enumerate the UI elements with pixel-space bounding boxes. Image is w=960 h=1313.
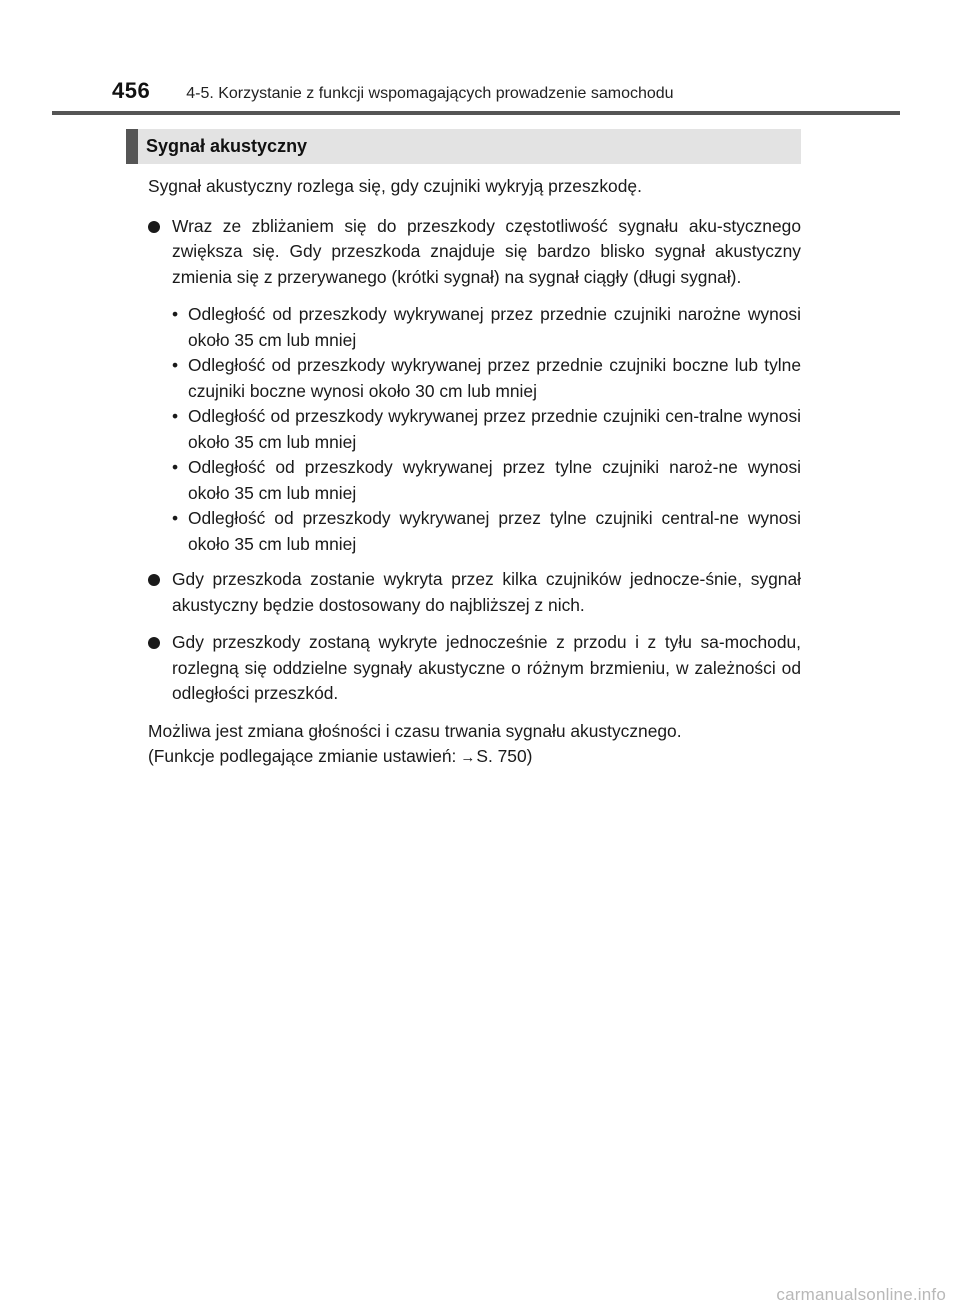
bullet-mark: • (172, 355, 179, 375)
bullet-item (148, 214, 801, 291)
closing-note (148, 719, 801, 771)
list-item-text: Odległość od przeszkody wykrywanej przez przednie czujniki cen-tralne wynosi około 35 cm lub mniej (188, 406, 801, 452)
list-item (172, 353, 801, 404)
closing-reference-prefix: (Funkcje podlegające zmianie ustawień: (148, 746, 457, 766)
distance-list (172, 302, 801, 557)
bullet-mark: • (172, 508, 179, 528)
bullet-item (148, 630, 801, 707)
list-item (172, 455, 801, 506)
chapter-title: 4-5. Korzystanie z funkcji wspomagających prowadzenie samochodu (186, 85, 674, 102)
page-number: 456 (112, 78, 151, 103)
bullet-dot-icon (148, 221, 160, 233)
bullet-mark: • (172, 406, 179, 426)
list-item-text: Odległość od przeszkody wykrywanej przez przednie czujniki narożne wynosi około 35 cm lub mniej (188, 304, 801, 350)
bullet-text: Gdy przeszkody zostaną wykryte jednocześnie z przodu i z tyłu sa-mochodu, rozlegną się oddzielne sygnały akustyczne o różnym brzmieniu, w zależności od odległości przeszkód. (172, 632, 801, 703)
watermark: carmanualsonline.info (776, 1285, 946, 1304)
bullet-item (148, 567, 801, 618)
list-item-text: Odległość od przeszkody wykrywanej przez tylne czujniki naroż-ne wynosi około 35 cm lub mniej (188, 457, 801, 503)
section-heading: Sygnał akustyczny (146, 136, 308, 156)
page-header (112, 78, 674, 104)
bullet-text: Wraz ze zbliżaniem się do przeszkody częstotliwość sygnału aku-stycznego zwiększa się. Gdy przeszkoda znajduje się bardzo blisko sygnał akustyczny zmienia się z przerywanego (krótki sygnał) na sygnał ciągły (długi sygnał). (172, 215, 801, 287)
section-body (148, 174, 801, 771)
list-item-text: Odległość od przeszkody wykrywanej przez tylne czujniki central-ne wynosi około 35 cm lub mniej (188, 508, 801, 554)
bullet-mark: • (172, 457, 179, 477)
bullet-dot-icon (148, 574, 160, 586)
header-divider (52, 111, 900, 115)
bullet-dot-icon (148, 637, 160, 649)
closing-line: Możliwa jest zmiana głośności i czasu trwania sygnału akustycznego. (148, 720, 682, 741)
closing-reference-line (148, 744, 801, 771)
list-item (172, 404, 801, 455)
bullet-text: Gdy przeszkoda zostanie wykryta przez kilka czujników jednocze-śnie, sygnał akustyczny będzie dostosowany do najbliższej z nich. (172, 569, 801, 615)
list-item-text: Odległość od przeszkody wykrywanej przez przednie czujniki boczne lub tylne czujniki boczne wynosi około 30 cm lub mniej (188, 355, 801, 401)
arrow-right-icon: → (460, 749, 476, 766)
list-item (172, 506, 801, 557)
list-item (172, 302, 801, 353)
section-heading-bar (126, 129, 801, 164)
page-reference-link[interactable]: S. 750) (476, 746, 533, 766)
intro-paragraph: Sygnał akustyczny rozlega się, gdy czujniki wykryją przeszkodę. (148, 176, 642, 196)
bullet-mark: • (172, 304, 179, 324)
